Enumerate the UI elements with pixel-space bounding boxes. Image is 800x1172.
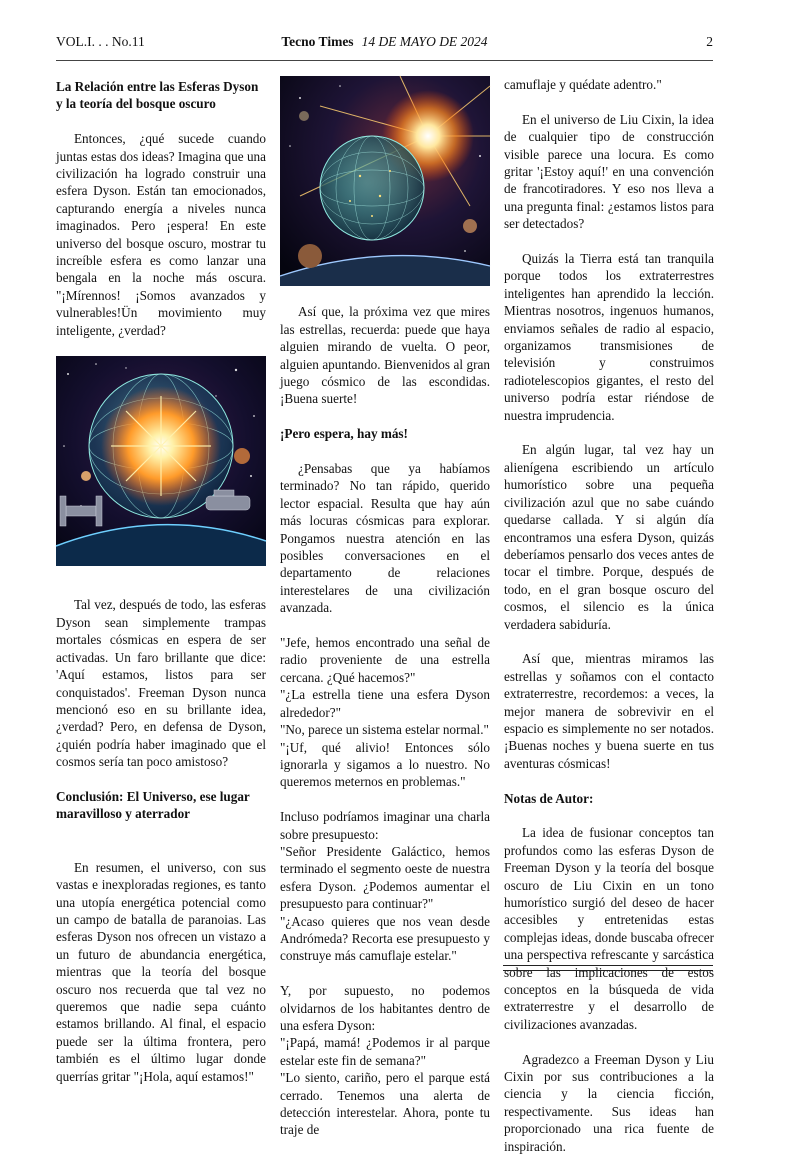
dialogue-line: "Jefe, hemos encontrado una señal de radio proveniente de una estrella cercana. ¿Qué hacemos?" (280, 635, 490, 685)
dialogue-line: "Señor Presidente Galáctico, hemos terminado el segmento oeste de nuestra esfera Dyson. ¿Podemos aumentar el presupuesto para continuar?" (280, 843, 490, 912)
paragraph: En resumen, el universo, con sus vastas e inexploradas regiones, es tanto una utopía energética potencial como un campo de batalla de paranoias. Las esferas Dyson nos ofrecen un vistazo a un futuro de abundancia energética, mientras que la teoría del bosque oscuro nos recuerda que tal vez no queremos que nadie sepa cuánto estamos brillando. Al final, el espacio puede ser la última frontera, pero también es el último lugar donde querrías gritar "¡Hola, aquí estamos!" (56, 859, 266, 1084)
end-of-article-rule (503, 965, 713, 971)
column-3 (504, 76, 714, 1172)
dialogue-line: "¡Uf, qué alivio! Entonces sólo ignorarla y sigamos a lo nuestro. No queremos meternos en problemas." (280, 739, 490, 790)
volume-number: VOL.I. . . No.11 (56, 34, 145, 49)
paragraph: En el universo de Liu Cixin, la idea de cualquier tipo de construcción visible parece una locura. Es como gritar '¡Estoy aquí!' en una convención de francotiradores. Y eso nos lleva a una pregunta final: ¿estamos listos para ser detectados? (504, 111, 714, 232)
paragraph: Y, por supuesto, no podemos olvidarnos de los habitantes dentro de una esfera Dyson: (280, 983, 490, 1033)
header-divider (56, 60, 713, 61)
paragraph: Tal vez, después de todo, las esferas Dyson sean simplemente trampas mortales cósmicas en espera de ser activadas. Un faro brillante que dice: 'Aquí estamos, listos para ser conquistados'. Freeman Dyson nunca mencionó eso en su brillante idea, ¿verdad? Pero, en defensa de Dyson, ¿quién podría haber imaginado que el cosmos sería tan poco amistoso? (56, 597, 266, 770)
dialogue-line: "¿Acaso quieres que nos vean desde Andrómeda? Recorta ese presupuesto y construye más camuflaje estelar." (280, 913, 490, 964)
page-number: 2 (706, 34, 713, 49)
paragraph: Así que, mientras miramos las estrellas y soñamos con el contacto extraterrestre, recordemos: a veces, la mejor manera de sobrevivir en el espacio es simplemente no ser notados. ¡Buenas noches y buena suerte en tus aventuras cósmicas! (504, 651, 714, 771)
dialogue-line: "No, parece un sistema estelar normal." (280, 722, 489, 738)
dialogue-block (280, 982, 490, 1139)
issue-date: 14 DE MAYO DE 2024 (361, 34, 488, 49)
dialogue-block (280, 634, 490, 791)
running-header (56, 34, 713, 52)
masthead (56, 34, 713, 50)
newspaper-name: Tecno Times (281, 34, 354, 49)
dialogue-line: "Lo siento, cariño, pero el parque está cerrado. Tenemos una alerta de detección interestelar. Ahora, ponte tu traje de (280, 1070, 490, 1138)
paragraph: La idea de fusionar conceptos tan profundos como las esferas Dyson de Freeman Dyson y la teoría del bosque oscuro de Liu Cixin en un tono humorístico surgió del deseo de hacer accesibles y entretenidas estas complejas ideas, donde buscaba ofrecer una perspectiva refrescante y sarcástica sobre las implicaciones de estos conceptos en la búsqueda de vida extraterrestre y el desarrollo de civilizaciones avanzadas. (504, 825, 714, 1032)
paragraph: Quizás la Tierra está tan tranquila porque todos los extraterrestres inteligentes han aprendido la lección. Mientras nosotros, ingenuos humanos, enviamos señales de radio al espacio, organizamos transmisiones de televisión y construimos radiotelescopios gigantes, el resto del universo podría estar riéndose de nuestra imprudencia. (504, 251, 714, 423)
section-heading-author-notes: Notas de Autor: (504, 790, 594, 806)
section-heading-relation: La Relación entre las Esferas Dyson y la teoría del bosque oscuro (56, 79, 259, 112)
paragraph: Incluso podríamos imaginar una charla sobre presupuesto: (280, 809, 490, 842)
section-heading-more: ¡Pero espera, hay más! (280, 426, 408, 442)
dialogue-line: "¡Papá, mamá! ¿Podemos ir al parque estelar este fin de semana?" (280, 1035, 490, 1068)
paragraph: En algún lugar, tal vez hay un alienígena escribiendo un artículo humorístico sobre una pequeña civilización azul que no sabe cuándo quedarse callada. Y si algún día encontramos una esfera Dyson, quizás deberíamos pensarlo dos veces antes de tocar el timbre. Porque, después de todo, en el gran bosque oscuro del cosmos, el silencio es la única verdadera sabiduría. (504, 442, 714, 632)
section-heading-conclusion: Conclusión: El Universo, ese lugar maravilloso y aterrador (56, 788, 250, 822)
column-2 (280, 76, 490, 1156)
dyson-sphere-illustration (56, 356, 266, 566)
paragraph: ¿Pensabas que ya habíamos terminado? No tan rápido, querido lector espacial. Resulta que hay aún más locuras cósmicas para explorar. Pongamos nuestra atención en las posibles conversaciones en el departamento de relaciones interestelares de una civilización avanzada. (280, 461, 490, 616)
paragraph-continued: camuflaje y quédate adentro." (504, 77, 662, 92)
paragraph: Entonces, ¿qué sucede cuando juntas estas dos ideas? Imagina que una civilización ha logrado construir una esfera Dyson. Están tan emocionados, capturando energía a niveles nunca imaginados. Pero ¡espera! En este universo del bosque oscuro, mostrar tu increíble esfera es como lanzar una bengala en la noche más oscura. "¡Mírennos! ¡Somos avanzados y vulnerables!Ün movimiento muy inteligente, ¿verdad? (56, 131, 266, 338)
dialogue-line: "¿La estrella tiene una esfera Dyson alrededor?" (280, 687, 490, 720)
column-1 (56, 78, 266, 1102)
dialogue-block (280, 808, 490, 965)
paragraph: Agradezco a Freeman Dyson y Liu Cixin por sus contribuciones a la ciencia y la ciencia ficción, respectivamente. Sus ideas han proporcionado una rica fuente de inspiración. (504, 1051, 714, 1154)
paragraph: Así que, la próxima vez que mires las estrellas, recuerda: puede que haya alguien mirando de vuelta. O peor, alguien apuntando. Bienvenidos al gran juego cósmico de las escondidas. ¡Buena suerte! (280, 304, 490, 407)
exploding-star-illustration (280, 76, 490, 286)
